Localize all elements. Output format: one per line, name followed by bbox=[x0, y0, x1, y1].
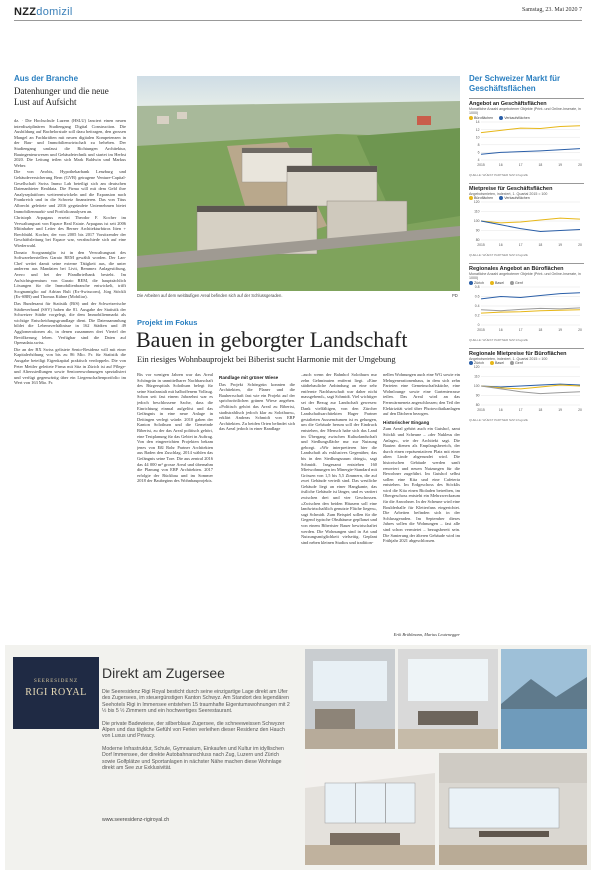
chart-panel bbox=[469, 263, 584, 342]
y-tick-label: 100 bbox=[473, 384, 480, 389]
left-paragraph: Christoph Arpagaus ersetzt Theodor F. Kocher im Verwaltungsrat von Espace Real Estate. Arpagaus ist seit 2006 Mitinhaber und Leiter des Berner Architekturbüros Itten + Brechbühl. Kocher, der von 2005 bis 2017 Vorsitzender der Geschäftsleitung bei Espace war, verabschiede sich auf eine Wiederwahl. bbox=[14, 215, 126, 249]
chart-title: Angebot an Geschäftsflächen bbox=[469, 101, 547, 107]
y-tick-label: 0.8 bbox=[474, 284, 480, 289]
y-tick-label: 8 bbox=[477, 142, 480, 147]
x-tick-label: 2015 bbox=[477, 162, 485, 167]
ad-paragraph: Moderne Infrastruktur, Schule, Gymnasium, Einkaufen und Kultur im idyllischen Dorf Immensee, der direkte Autobahnanschluss nach Zug, Luzern und Zürich sowie Golfplätze und Sportanlagen in nächster Nähe machen diese Wohnlage direkt am See zur Exklusivität. bbox=[102, 745, 284, 772]
series-line bbox=[481, 292, 580, 298]
chart-source: QUELLE: WÜEST PARTNER NZZ Infografik bbox=[469, 172, 529, 177]
x-tick-label: 18 bbox=[538, 327, 543, 332]
y-tick-label: 80 bbox=[475, 238, 480, 243]
y-tick-label: 14 bbox=[475, 119, 480, 124]
main-paragraph: –auch wenn der Bahnhof Solothurn nur zehn Gehminuten entfernt liegt. «Eine städtebauliche Anbindung an eine sehr entfernte Nachbarschaft war daher nicht massgebend», sagt Schmidt. Viel wichtiger sei der Bezug zur Landschaft gewesen: Dank vielfältigen, von den Zürcher Landschaftsarchitekten Hager Partner gestalteten Aussenräumen ist es gelungen, um die Gebäude herum soll der Eindruck entstehen, der Mensch habe sich das Land im Übergang zwischen Kulturlandschaft und Siedlungsfläche nur zur Nutzung geborgt. «Wir interpretieren hier die Landschaft als exklusives Gegenüber, das bis in den Siedlungsraum dringt», sagt Schmidt. Insgesamt entstehen 160 Mietwohnungen im Minergie-Standard mit Grössen von 1,5 bis 5,5 Zimmern, die auf zwei Gebäude verteilt sind. Das westliche Gebäude liegt an einer Hangkante, das östliche Gebäude ist länger, und es variiert zwischen drei und vier Geschossen. «Zwischen den beiden Häusern soll eine landwirtschaftlich genutzte Fläche liegen», sagt Schmidt. Zum Beispiel sollen für die Gegend typische Obstbäume gepflanzt und von einem Biberister Bauer bewirtschaftet werden. Die Wohnungen sind in Art und Nutzungsmöglichkeit vielseitig. Geplant sind neben kleinen Studios und tradition- bbox=[301, 372, 377, 545]
x-tick-label: 19 bbox=[558, 242, 563, 247]
subheading: Randlage mit grüner Wiese bbox=[219, 375, 279, 380]
ad-lake-photo bbox=[501, 649, 587, 749]
left-headline: Datenhunger und die neue Lust auf Aufsicht bbox=[14, 86, 109, 107]
x-tick-label: 2015 bbox=[477, 242, 485, 247]
x-tick-label: 19 bbox=[558, 407, 563, 412]
ad-interior-photo-1 bbox=[305, 649, 395, 749]
x-tick-label: 2015 bbox=[477, 407, 485, 412]
chart-panel bbox=[469, 98, 584, 177]
ad-living-room-photo bbox=[305, 753, 435, 865]
advertisement bbox=[5, 645, 591, 870]
series-line bbox=[481, 125, 580, 132]
main-kicker: Projekt im Fokus bbox=[137, 318, 198, 327]
x-tick-label: 18 bbox=[538, 242, 543, 247]
legend-item: Zürich bbox=[469, 281, 484, 285]
y-tick-label: 12 bbox=[475, 127, 480, 132]
x-tick-label: 18 bbox=[538, 162, 543, 167]
x-tick-label: 20 bbox=[578, 162, 582, 167]
y-tick-label: 120 bbox=[473, 365, 480, 370]
y-tick-label: 80 bbox=[475, 403, 480, 408]
photo-credit: PD bbox=[452, 293, 458, 298]
chart-source: QUELLE: WÜEST PARTNER NZZ Infografik bbox=[469, 252, 529, 257]
y-tick-label: 4 bbox=[477, 157, 480, 162]
x-tick-label: 16 bbox=[498, 162, 503, 167]
main-paragraph: Zum Areal gehört auch ein Gutshof, samt Stöckli und Scheune – «der Nukleus der Anlage», wie der Architekt sagt. Die Bauten dienen als Empfangsbereich, der durch einen repräsentativen Platz mit einer alten Linde abgerundet wird. Die historischen Gebäude werden sanft renoviert und neuen Nutzungen für die Bewohner zugeführt. Im Gutshof selbst sollen eine Kita und eine Cafeteria entstehen. Im Erdgeschoss des Stöcklis wird die Kita einen Bioladen betreiben, im Obergeschoss entsteht ein Mehrzweckraum für die Anwohner. In der Scheune wird eine Boulderhalle für Kletterfans eingerichtet. Die Arbeiten befinden sich in der Schlussgeraden. Im September dieses Jahres sollen die Wohnungen – fast alle sind schon vermietet – bezugsbereit sein. Die Sanierung der älteren Gebäude wird im Frühjahr 2021 abgeschlossen. bbox=[383, 426, 460, 544]
chart-source: QUELLE: WÜEST PARTNER NZZ Infografik bbox=[469, 337, 529, 342]
main-column-1 bbox=[137, 372, 213, 642]
left-paragraph: Die von Avobis, Hypothekarbank Lenzburg und Gebäudeversicherung Bern (GVB) getragene Venture-Capital-Gesellschaft Swiss Immo Lab beteiligt sich am deutschen Datenanbieter Realdata. Die Firma will mit dem Geld ihre Analyseplattform weiterentwickeln und die Expansion nach Frankreich und in die Schweiz finanzieren. Das von Titus Albrecht geleitete und 2016 gegründete Unternehmen bietet Immobilienmarkt- und Portfolioanalysen an. bbox=[14, 169, 126, 214]
construction-aerial-photo bbox=[137, 76, 460, 291]
left-paragraph: Donato Scognamiglio ist in den Verwaltungsrat des Softwareherstellers Garaio REM gewählt worden. Der Lan-Chef weitet damit seine externe Tätigkeit aus, die unter anderem aus Mandaten bei Livit, Remmex Anlagestiftung, Avero und bei der Pfandbriefbank besteht. Im Aufsichtsgremium von Garaio REM, die hauptsächlich Lösungen für die Immobilienbranche entwickelt, trifft Scognamiglio auf Adrian Bult (Ex-Swisscom), Jürg Stöckli (Ex-SBB) und Thomas Kühne (Mobiliar). bbox=[14, 249, 126, 300]
chart-subtitle: Angebotsmieten, indexiert, 1. Quartal 2015 = 100 bbox=[469, 191, 548, 196]
ad-url-link[interactable]: www.seeresidenz-rigiroyal.ch bbox=[102, 817, 170, 823]
main-subhead: Ein riesiges Wohnbauprojekt bei Biberist sucht Harmonie mit der Umgebung bbox=[137, 355, 396, 364]
y-tick-label: 0.2 bbox=[474, 313, 480, 318]
chart-subtitle: Monatliche Anzahl angebotener Objekte (Print- und Online-Inserate, in 1000) bbox=[469, 107, 581, 116]
y-tick-label: 100 bbox=[473, 219, 480, 224]
series-line bbox=[481, 148, 580, 154]
x-tick-label: 18 bbox=[538, 407, 543, 412]
y-tick-label: 90 bbox=[475, 393, 480, 398]
main-headline: Bauen in geborgter Landschaft bbox=[136, 327, 408, 352]
chart-title: Regionales Angebot an Büroflächen bbox=[469, 265, 564, 272]
ad-paragraph: Die private Badewiese, der silberblaue Zugersee, die schneeweissen Schwyzer Alpen und das tägliche Gefühl von Ferien verleihen dieser Residenz den Hauch von Luxus und Privacy. bbox=[102, 720, 285, 740]
main-column-4 bbox=[383, 372, 460, 630]
ad-body bbox=[102, 689, 290, 777]
y-tick-label: 110 bbox=[474, 209, 480, 214]
left-article-body bbox=[14, 118, 126, 644]
x-tick-label: 20 bbox=[578, 407, 582, 412]
x-tick-label: 20 bbox=[578, 327, 582, 332]
main-column-3 bbox=[301, 372, 377, 642]
main-column-2 bbox=[219, 372, 295, 642]
chart-subtitle: Angebotsmieten, indexiert, 1. Quartal 2015 = 100 bbox=[469, 356, 548, 361]
chart-subtitle: Monatliche Anzahl angebotener Objekte (Print- und Online-Inserate, in 1000) bbox=[469, 271, 581, 281]
chart-title: Regionale Mietpreise für Büroflächen bbox=[469, 350, 567, 357]
y-tick-label: 120 bbox=[473, 200, 480, 205]
chart-panel bbox=[469, 348, 584, 422]
x-tick-label: 19 bbox=[558, 162, 563, 167]
x-tick-label: 16 bbox=[498, 242, 503, 247]
x-tick-label: 17 bbox=[518, 407, 523, 412]
y-tick-label: 110 bbox=[474, 374, 480, 379]
line-chart bbox=[469, 120, 584, 168]
x-tick-label: 20 bbox=[578, 242, 582, 247]
chart-panel bbox=[469, 183, 584, 257]
left-paragraph: Das Bundesamt für Statistik (BfS) und der Schweizerische Städteverband (SSV) haben die 81. Ausgabe der Statistik der Schweizer Städte vorgelegt, die dem Immobilienmarkt als wichtige Entscheidungsgrundlage dient. Die Datensammlung bildet die Lebensverhältnisse in 162 Städten und 49 Agglomerationen ab, in denen zusammen drei Viertel der Bevölkerung leben. Verfügbar sind die Daten auf Openadata.swiss. bbox=[14, 301, 126, 346]
y-tick-label: 0.4 bbox=[474, 303, 480, 308]
ad-paragraph: Die Seeresidenz Rigi Royal besticht durch seine einzigartige Lage direkt am Ufer des Zugersees, im steuergünstigen Kanton Schwyz. Am Standort des legendären Seehotels Rigi in Immensee entstehen 15 traumhafte Eigentumswohnungen mit 2 ½ bis 5 ½ Zimmern und ein hochwertiges Seerestaurant. bbox=[102, 689, 290, 715]
left-paragraph: Die an der BX Swiss gelistete Senio-Residenz will mit einer Kapitalerhöhung von bis zu 86 Mio. Fr. für Statistik die Ausgabe beteiligt Eigenkapital praktisch verdoppeln. Die von Peter Mettler geleitete Firma mit Sitz in Zürich ist auf Pflege- und Alterssiedlungen sowie Seniorenwohnungen spezialisiert und verfügt gegenwärtig über ein Liegenschaftenportfolio im Wert von 163 Mio. Fr. bbox=[14, 346, 126, 386]
legend-item: Genf bbox=[510, 281, 523, 285]
chart-source: QUELLE: WÜEST PARTNER NZZ Infografik bbox=[469, 417, 529, 422]
y-tick-label: 0 bbox=[477, 322, 480, 327]
line-chart bbox=[469, 200, 584, 248]
x-tick-label: 17 bbox=[518, 162, 523, 167]
line-chart bbox=[469, 365, 584, 413]
ad-dining-photo bbox=[439, 753, 587, 865]
photo-caption: Die Arbeiten auf dem weitläufigen Areal befinden sich auf der Schlussgeraden. bbox=[137, 293, 283, 298]
legend-item: Basel bbox=[490, 281, 504, 285]
legend-item: Basel bbox=[490, 361, 504, 365]
x-tick-label: 17 bbox=[518, 242, 523, 247]
left-paragraph: dz. · Die Hochschule Luzern (HSLU) lanciert einen neuen interdisziplinären Studiengang Digital Construction. Die Ausbildung auf Bachelorstufe soll dazu beitragen, den grossen Mangel an Fachkräften mit neuen digitalen Kompetenzen in der Bau- und Immobilienwirtschaft zu beheben. Der Studiengang umfasst die Richtungen Architektur, Bauingenieurwesen und Gebäudetechnik und startet im Herbst 2020. Die Leitung teilen sich Mark Baldwin und Markus Weber. bbox=[14, 118, 126, 168]
legend-item: Genf bbox=[510, 361, 523, 365]
legend-item: Verkaufsflächen bbox=[499, 196, 530, 200]
main-paragraph: Bis vor wenigen Jahren war das Areal Schöngrün in unmittelbarer Nachbarschaft des Bürgerspitals Solothurn belegt für seine Strafanstalt mit halboffenem Vollzug. Schon seit fast einem Jahrzehnt war es jedoch beschlossene Sache, dass die Einrichtung einmal aufgelöst und das Gefängnis in eine neue Anlage in Deitingen verlegt würde. 2010 gaben der Kanton Solothurn und die Gemeinde Biberist, zu der das Areal politisch gehört, eine Testplanung für das Gebiet in Auftrag. Von den eingereichten Projekten bekam jenes von Eßl Rohr Partner Architekten aus Baden den Zuschlag. 2014 wählen das Gefängnis seine Tore. Die aus zentral 2016 das 44 000 m² grosse Areal und übernahm die Planung von ERP Architekten. 2017 erfolgte der Rückbau und im Sommer 2018 der Baubeginn des Wohnbauprojekts. bbox=[137, 372, 213, 484]
sidebar-kicker: Der Schweizer Markt für Geschäftsflächen bbox=[469, 74, 561, 93]
left-kicker: Aus der Branche bbox=[14, 74, 79, 83]
chart-title: Mietpreise für Geschäftsflächen bbox=[469, 185, 553, 192]
x-tick-label: 2015 bbox=[477, 327, 485, 332]
x-tick-label: 17 bbox=[518, 327, 523, 332]
legend-item: Büroflächen bbox=[469, 196, 493, 200]
newspaper-logo: NZZdomizil bbox=[14, 6, 73, 18]
byline: Erik Brühlmann, Marius Leutenegger bbox=[393, 632, 460, 637]
sidebar-charts bbox=[469, 98, 584, 428]
y-tick-label: 90 bbox=[475, 228, 480, 233]
ad-title: Direkt am Zugersee bbox=[102, 665, 225, 681]
y-tick-label: 6 bbox=[477, 150, 480, 155]
x-tick-label: 16 bbox=[498, 327, 503, 332]
main-paragraph: Das Projekt Schöngrün konnten die Architekten, die Planer und die Bauherrschaft fast wie ein Projekt auf der sprichwörtlichen grünen Wiese angehen. «Politisch gehört das Areal zu Biberist, stadtstrahlisch jedoch klar zu Solothurn», erklärt Andreas Schmidt von ERP Architekten. Zu beiden Orten befindet sich das Areal jedoch in einer Randlage bbox=[219, 381, 295, 432]
masthead bbox=[14, 6, 582, 21]
line-chart bbox=[469, 285, 584, 333]
legend-item: Verkaufsflächen bbox=[499, 116, 530, 120]
subheading: Historischer Eingang bbox=[383, 419, 430, 425]
ad-logo: SEERESIDENZ RIGI ROYAL bbox=[13, 657, 99, 729]
legend-item: Zürich bbox=[469, 361, 484, 365]
series-line bbox=[481, 218, 580, 223]
ad-interior-photo-2 bbox=[398, 649, 498, 749]
y-tick-label: 10 bbox=[475, 135, 480, 140]
x-tick-label: 19 bbox=[558, 327, 563, 332]
x-tick-label: 16 bbox=[498, 407, 503, 412]
main-paragraph: nellen Wohnungen auch eine WG sowie ein Mehrgenerationenhaus, in dem sich zehn Parteien eine Gemeinschaftsküche, eine Wohnlounge sowie eine Gartenterrasse teilen. Das Areal wird an das Fernwärmenetz angeschlossen; den Teil der Elektrizität wird über Photovoltaikanlagen auf den Dächern bezogen. bbox=[383, 372, 460, 417]
legend-item: Büroflächen bbox=[469, 116, 493, 120]
y-tick-label: 0.6 bbox=[474, 294, 480, 299]
date-page-number: Samstag, 23. Mai 2020 7 bbox=[522, 7, 582, 13]
